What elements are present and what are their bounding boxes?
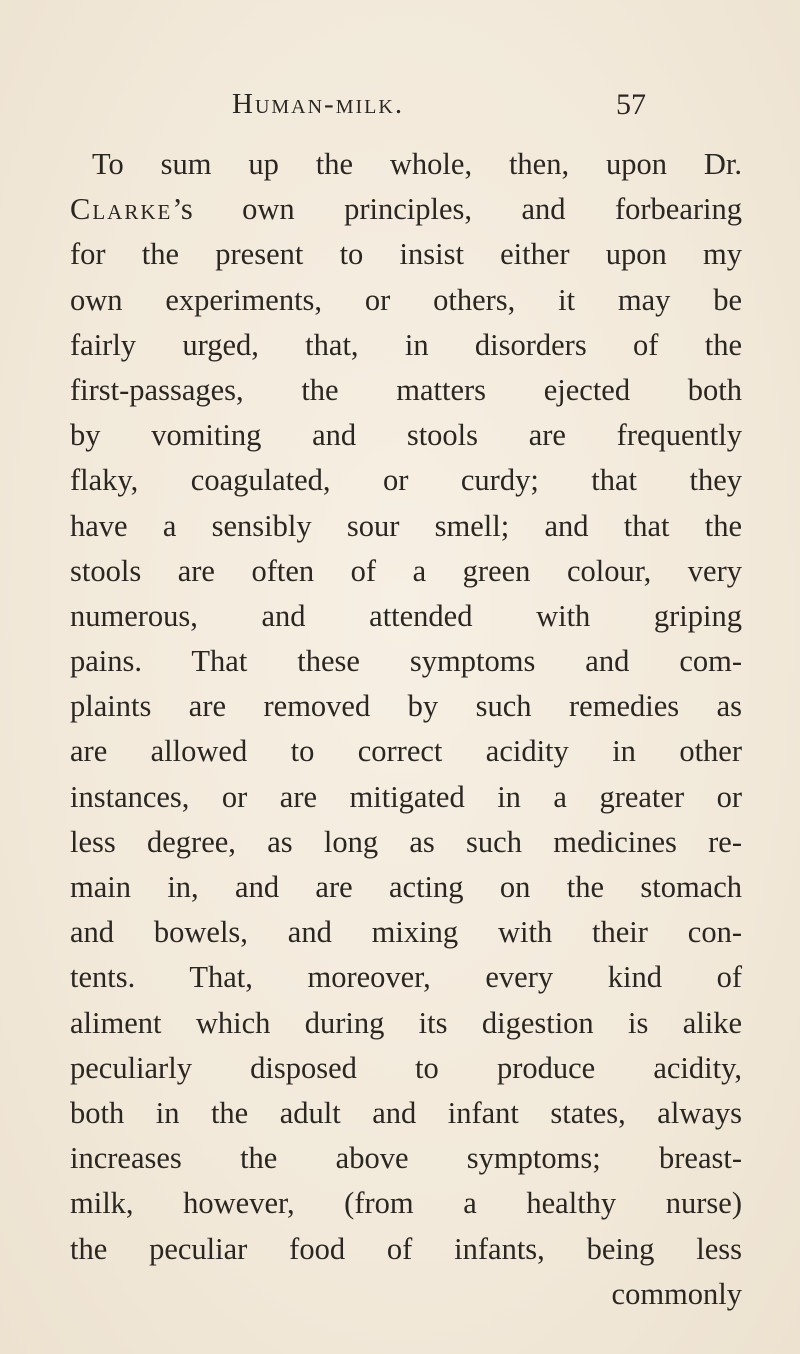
text-line: instances, or are mitigated in a greater or [70, 779, 742, 814]
text-line: are allowed to correct acidity in other [70, 734, 742, 769]
text-line: both in the adult and infant states, always [70, 1095, 742, 1130]
text-line: have a sensibly sour smell; and that the [70, 508, 742, 543]
text-line: numerous, and attended with griping [70, 598, 742, 633]
text-line: tents. That, moreover, every kind of [70, 960, 742, 995]
text-line: plaints are removed by such remedies as [70, 689, 742, 724]
text-line: for the present to insist either upon my [70, 237, 742, 272]
text-line: flaky, coagulated, or curdy; that they [70, 463, 742, 498]
text-line: fairly urged, that, in disorders of the [70, 327, 742, 362]
text-line: first-passages, the matters ejected both [70, 372, 742, 407]
author-name: Clarke [70, 192, 173, 227]
text-line: by vomiting and stools are frequently [70, 418, 742, 453]
text-line: the peculiar food of infants, being less [70, 1231, 742, 1266]
text-line: milk, however, (from a healthy nurse) [70, 1186, 742, 1221]
page-number: 57 [616, 88, 646, 121]
page-header [0, 88, 800, 128]
text-fragment: ’s own principles, and forbearing [172, 192, 742, 227]
text-line: and bowels, and mixing with their con- [70, 915, 742, 950]
text-line: less degree, as long as such medicines re- [70, 824, 742, 859]
text-line [70, 187, 742, 232]
body-paragraph [70, 142, 742, 1317]
text-line: peculiarly disposed to produce acidity, [70, 1050, 742, 1085]
text-line: stools are often of a green colour, very [70, 553, 742, 588]
text-line: To sum up the whole, then, upon Dr. [92, 147, 742, 181]
text-line: aliment which during its digestion is alike [70, 1005, 742, 1040]
text-line: own experiments, or others, it may be [70, 282, 742, 317]
text-line: pains. That these symptoms and com- [70, 644, 742, 679]
running-head: Human-milk. [232, 88, 405, 120]
text-line: increases the above symptoms; breast- [70, 1141, 742, 1176]
text-line: main in, and are acting on the stomach [70, 870, 742, 904]
catchword: commonly [611, 1276, 742, 1311]
